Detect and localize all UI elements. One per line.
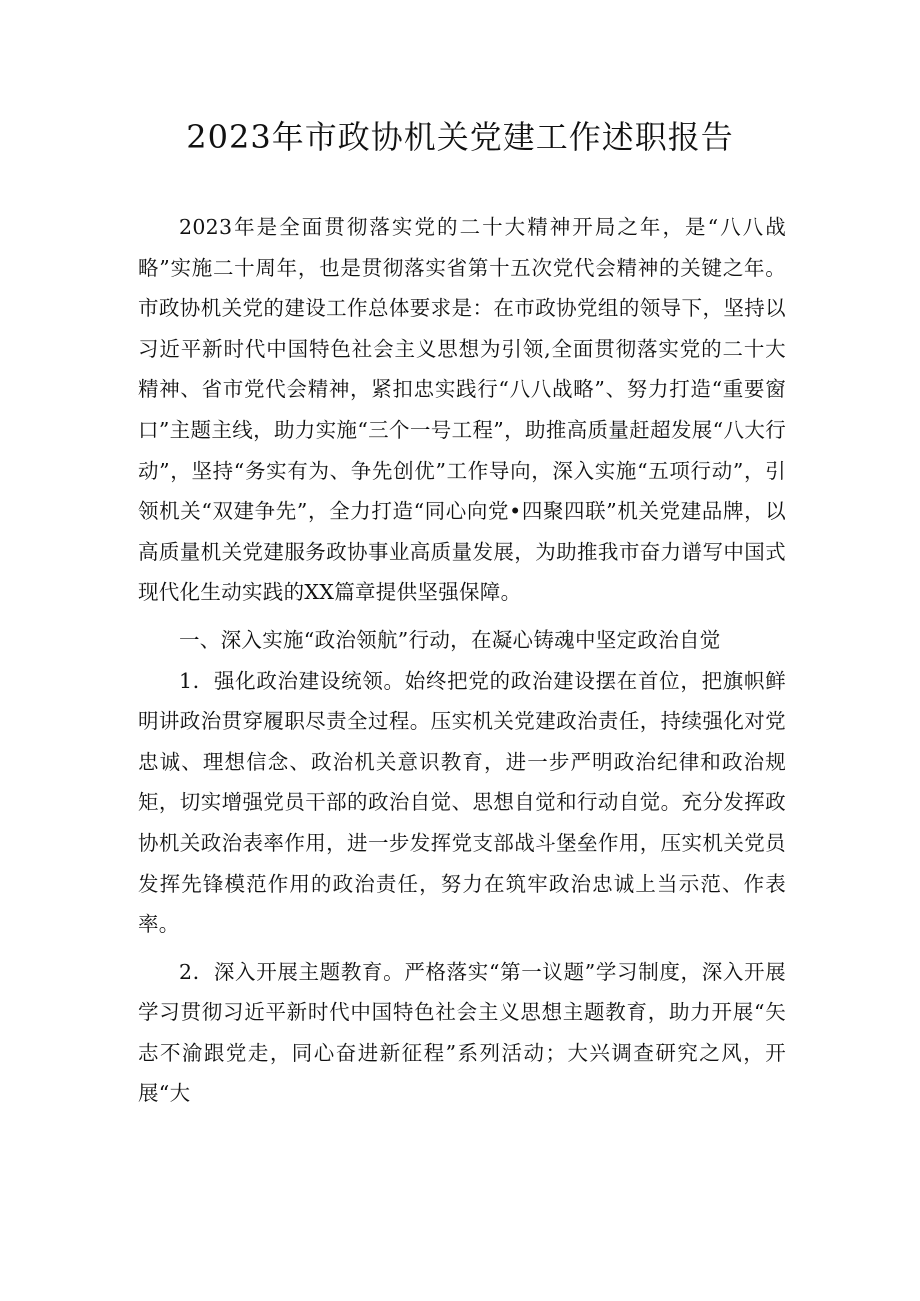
- intro-paragraph: 2023年是全面贯彻落实党的二十大精神开局之年，是“八八战略”实施二十周年，也是贯彻落实省第十五次党代会精神的关键之年。市政协机关党的建设工作总体要求是：在市政协党组的领导下，坚持以习近平新时代中国特色社会主义思想为引领,全面贯彻落实党的二十大精神、省市党代会精神，紧扣忠实践行“八八战略”、努力打造“重要窗口”主题主线，助力实施“三个一号工程”，助推高质量赶超发展“八大行动”，坚持“务实有为、争先创优”工作导向，深入实施“五项行动”，引领机关“双建争先”，全力打造“同心向党•四聚四联”机关党建品牌，以高质量机关党建服务政协事业高质量发展，为助推我市奋力谱写中国式现代化生动实践的XX篇章提供坚强保障。: [138, 215, 786, 605]
- item-paragraph-2: 2．深入开展主题教育。严格落实“第一议题”学习制度，深入开展学习贯彻习近平新时代中国特色社会主义思想主题教育，助力开展“矢志不渝跟党走，同心奋进新征程”系列活动；大兴调查研究之风，开展“大: [138, 959, 786, 1106]
- section-heading-1: 一、深入实施“政治领航”行动，在凝心铸魂中坚定政治自觉: [179, 627, 721, 652]
- document-body: [138, 207, 786, 1114]
- document-title: 2023年市政协机关党建工作述职报告: [186, 118, 734, 156]
- item-paragraph-1: 1．强化政治建设统领。始终把党的政治建设摆在首位，把旗帜鲜明讲政治贯穿履职尽责全过程。压实机关党建政治责任，持续强化对党忠诚、理想信念、政治机关意识教育，进一步严明政治纪律和政治规矩，切实增强党员干部的政治自觉、思想自觉和行动自觉。充分发挥政协机关政治表率作用，进一步发挥党支部战斗堡垒作用，压实机关党员发挥先锋模范作用的政治责任，努力在筑牢政治忠诚上当示范、作表率。: [138, 668, 786, 937]
